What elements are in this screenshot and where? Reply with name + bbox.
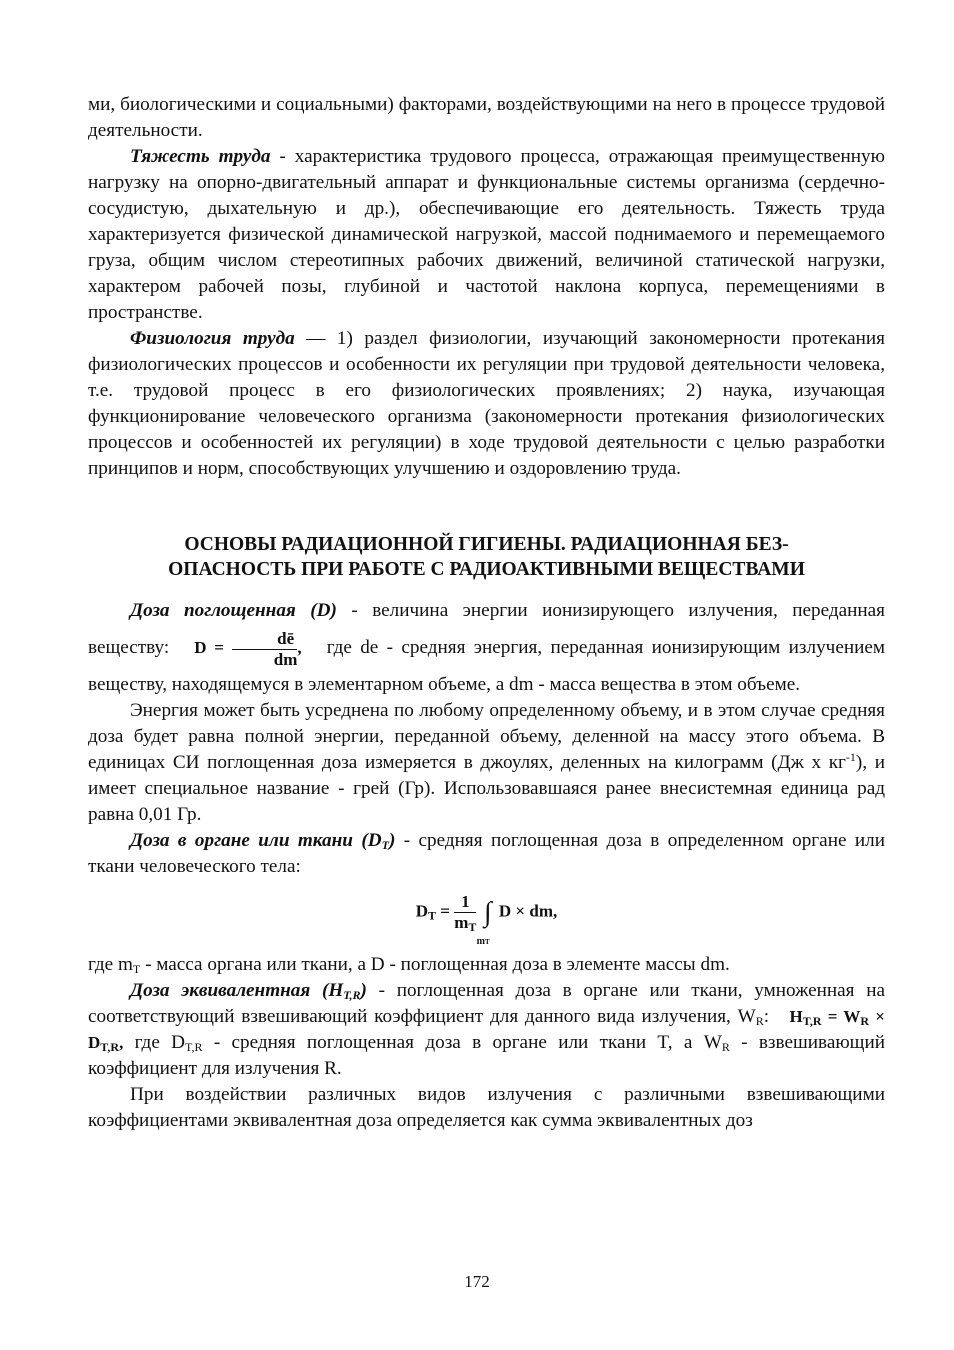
organ-dose-term-end: )	[388, 830, 396, 851]
equiv-f3: × D	[88, 1007, 885, 1052]
formula-tail: ,	[297, 638, 302, 657]
term-labor-severity: Тяжесть труда	[130, 146, 271, 167]
where-sub: T	[132, 962, 141, 976]
equiv-f2: = W	[821, 1007, 861, 1026]
formula-absorbed-dose	[194, 628, 302, 669]
energy-text-2: ), и имеет специальное название - грей (Гр). Использовавшаяся ранее внесистемная единица рад равна 0,01 Гр.	[88, 752, 885, 825]
equiv-text-4: - средняя поглощенная доза в органе или ткани T, а W	[202, 1032, 722, 1053]
equiv-term-text: Доза эквивалентная (H	[130, 980, 344, 1001]
equiv-f1: H	[789, 1007, 803, 1026]
equiv-f1-sub: T,R	[802, 1014, 822, 1028]
paragraph-organ-dose	[88, 828, 885, 880]
formula-organ-fraction	[454, 892, 476, 933]
definition-labor-physiology: — 1) раздел физиологии, изучающий закономерности протекания физиологических процессов и особенности их регуляции при трудовой деятельности человека, т.е. трудовой процесс в его физиологических проявлениях; 2) наука, изучающая функционирование человеческого организма (закономерности протекания физиологических процессов и особенностей их регуляции) в ходе трудовой деятельности с целью разработки принципов и норм, способствующих улучшению и оздоровлению труда.	[88, 328, 886, 479]
paragraph-radiation-types: При воздействии различных видов излучения с различными взвешивающими коэффициентами эквивалентная доза определяется как сумма эквивалентных доз	[88, 1084, 885, 1131]
where-text-2: - масса органа или ткани, а D - поглощенная доза в элементе массы dm.	[140, 954, 730, 975]
formula-organ-den-m: m	[454, 913, 469, 932]
where-text-1: где m	[88, 954, 133, 975]
equiv-f2-sub: R	[860, 1014, 870, 1028]
formula-organ-rest: D × dm,	[498, 901, 558, 921]
equiv-sub-1: R	[755, 1014, 764, 1028]
term-absorbed-dose: Доза поглощенная (D)	[130, 600, 337, 621]
formula-organ-lhs-sub: T	[428, 908, 437, 923]
formula-organ-den	[454, 913, 476, 933]
equiv-term-end: )	[360, 980, 367, 1001]
energy-superscript: -1	[845, 750, 856, 764]
formula-lhs: D =	[194, 638, 224, 657]
formula-organ-lhs: D	[415, 901, 429, 921]
term-organ-dose	[130, 830, 395, 851]
page-content	[88, 92, 885, 1134]
heading-line-2: ОПАСНОСТЬ ПРИ РАБОТЕ С РАДИОАКТИВНЫМИ ВЕЩЕСТВАМИ	[168, 559, 805, 580]
equiv-text-2: :	[763, 1006, 770, 1027]
fraction-denominator: dm	[273, 649, 298, 669]
heading-line-1: ОСНОВЫ РАДИАЦИОННОЙ ГИГИЕНЫ. РАДИАЦИОННАЯ БЕЗ-	[184, 534, 789, 555]
integral-limit	[477, 936, 490, 947]
fraction	[232, 629, 298, 670]
paragraph-energy	[88, 698, 885, 828]
definition-labor-severity: - характеристика трудового процесса, отражающая преимущественную нагрузку на опорно-двигательный аппарат и функциональные системы организма (сердечно-сосудистую, дыхательную и др.), обеспечивающие его деятельность. Тяжесть труда характеризуется физической динамической нагрузкой, массой поднимаемого и перемещаемого груза, общим числом стереотипных рабочих движений, величиной статической нагрузки, характером рабочей позы, глубиной и частотой наклона корпуса, перемещениями в пространстве.	[88, 146, 885, 323]
integral-limit-sub: T	[485, 937, 490, 946]
energy-text-1: Энергия может быть усреднена по любому определенному объему, и в этом случае средняя доза будет равна полной энергии, переданной объему, деленной на массу этого объема. В единицах СИ поглощенная доза измеряется в джоулях, деленных на килограмм (Дж х кг	[88, 700, 885, 773]
equiv-f4: ,	[119, 1033, 124, 1052]
formula-organ-num: 1	[454, 892, 476, 913]
equiv-text-1: - поглощенная доза в органе или ткани, умноженная на соответствующий взвешивающий коэффициент для данного вида излучения, W	[88, 980, 885, 1027]
paragraph-continuation: ми, биологическими и социальными) факторами, воздействующими на него в процессе трудовой деятельности.	[88, 94, 885, 141]
formula-organ-den-sub: T	[468, 920, 477, 934]
formula-organ-dose	[88, 880, 885, 952]
paragraph-equivalent-dose	[88, 978, 885, 1082]
organ-dose-term-text: Доза в органе или ткани (D	[130, 830, 382, 851]
absorbed-dose-text-1: - величина энергии ионизирующего излучения, переданная веществу:	[88, 600, 886, 658]
equiv-text-3: где D	[123, 1032, 186, 1053]
integral-limit-m: m	[476, 935, 485, 947]
organ-dose-text: - средняя поглощенная доза в определенном органе или ткани человеческого тела:	[88, 830, 885, 877]
integral-sign: ∫ mT	[476, 896, 492, 947]
paragraph-where-mass	[88, 952, 885, 978]
equiv-f3-sub: T,R	[100, 1040, 120, 1054]
paragraph-labor-physiology	[88, 326, 885, 482]
section-heading	[88, 532, 885, 582]
equiv-term-sub: T,R	[343, 988, 361, 1002]
formula-organ-eq: =	[440, 901, 450, 921]
fraction-numerator: dē	[232, 629, 298, 650]
equiv-sub-2: T,R	[185, 1040, 203, 1054]
equiv-text-5: - взвешивающий коэффициент для излучения R.	[88, 1032, 885, 1079]
page-number: 172	[464, 1272, 490, 1291]
absorbed-dose-text-2: где de - средняя энергия, переданная ионизирующим излучением веществу, находящемуся в элементарном объеме, а dm - масса вещества в этом объеме.	[88, 637, 886, 695]
paragraph-labor-severity	[88, 144, 885, 326]
paragraph-absorbed-dose	[88, 598, 885, 698]
organ-dose-term-sub: T	[381, 838, 389, 852]
equiv-sub-3: R	[721, 1040, 730, 1054]
term-equivalent-dose	[130, 980, 367, 1001]
term-labor-physiology: Физиология труда	[130, 328, 295, 349]
